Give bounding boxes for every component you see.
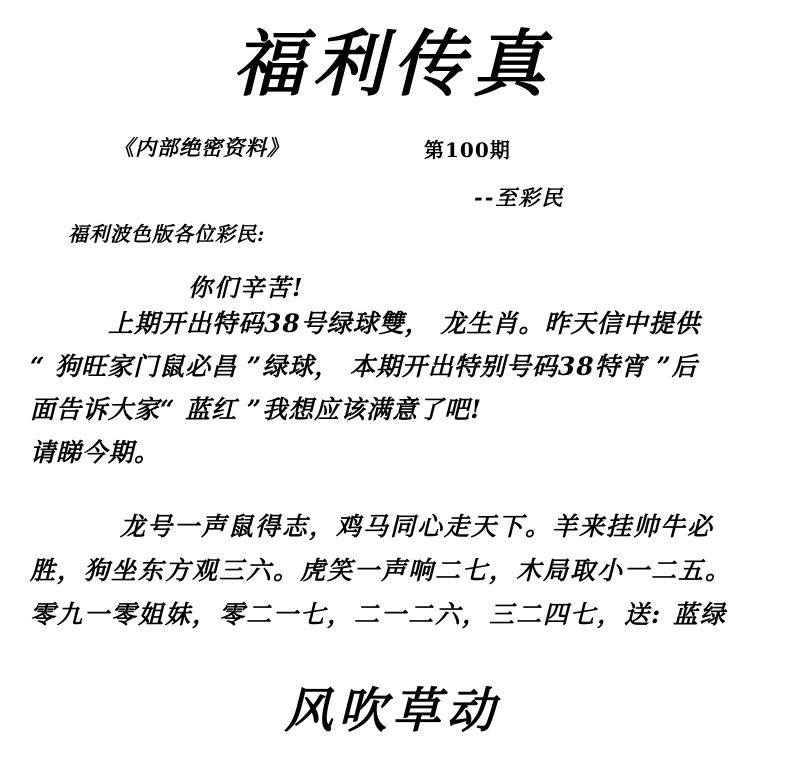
body-paragraph — [30, 302, 760, 474]
body-line: 面告诉大家“ 蓝红 ”我想应该满意了吧! — [30, 395, 483, 424]
verse-line: 胜，狗坐东方观三六。虎笑一声响二七，木局取小一二五。 — [30, 556, 733, 585]
body-line: 上期开出特码38号绿球雙， 龙生肖。昨天信中提供 — [108, 309, 701, 338]
verse-line: 零九一零姐妹，零二一七，二一二六，三二四七，送: 蓝绿 — [30, 600, 727, 629]
issue-number: 第100期 — [424, 138, 511, 162]
subtitle-row — [0, 132, 785, 166]
footer-slogan: 风吹草动 — [284, 683, 501, 739]
greeting-text: 你们辛苦! — [188, 273, 305, 302]
verse-paragraph — [30, 505, 770, 637]
verse-line: 龙号一声鼠得志，鸡马同心走天下。羊来挂帅牛必 — [120, 512, 715, 541]
page-title: 福利传真 — [232, 21, 553, 106]
salutation-text: 福利波色版各位彩民: — [68, 222, 266, 246]
body-line: “ 狗旺家门鼠必昌 ”绿球， 本期开出特别号码38特宵 ”后 — [30, 352, 698, 381]
secret-label: 《内部绝密资料》 — [113, 135, 289, 160]
addressee-label: --至彩民 — [474, 185, 565, 210]
body-line: 请睇今期。 — [30, 438, 161, 467]
